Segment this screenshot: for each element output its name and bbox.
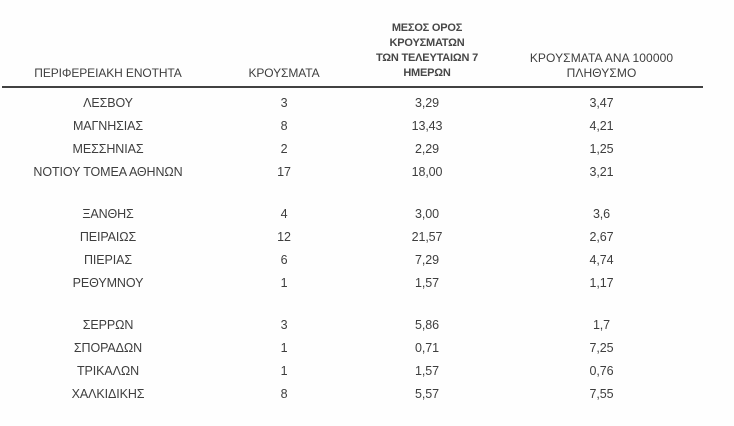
region-cell: ΡΕΘΥΜΝΟΥ bbox=[72, 276, 144, 290]
row-group bbox=[2, 92, 703, 184]
table-row bbox=[2, 272, 703, 295]
table-header-row bbox=[2, 0, 703, 88]
per-100k-cell: 1,17 bbox=[589, 276, 614, 290]
cases-cell: 8 bbox=[280, 119, 288, 133]
cases-cell: 1 bbox=[280, 276, 288, 290]
region-cell: ΛΕΣΒΟΥ bbox=[83, 96, 133, 110]
row-group bbox=[2, 203, 703, 295]
per-100k-cell: 7,55 bbox=[589, 387, 614, 401]
table-row bbox=[2, 115, 703, 138]
per-100k-cell: 3,21 bbox=[589, 165, 614, 179]
per-100k-cell: 1,7 bbox=[592, 318, 611, 332]
per-100k-cell: 3,47 bbox=[589, 96, 614, 110]
cases-cell: 17 bbox=[277, 165, 291, 179]
avg-7day-cell: 3,00 bbox=[415, 207, 439, 221]
cases-cell: 1 bbox=[280, 341, 288, 355]
region-cell: ΞΑΝΘΗΣ bbox=[82, 207, 134, 221]
per-100k-cell: 4,74 bbox=[589, 253, 614, 267]
avg-7day-cell: 2,29 bbox=[415, 142, 439, 156]
avg-7day-cell: 5,57 bbox=[415, 387, 439, 401]
region-cell: ΧΑΛΚΙΔΙΚΗΣ bbox=[71, 387, 145, 401]
avg-7day-cell: 7,29 bbox=[415, 253, 439, 267]
table-row bbox=[2, 138, 703, 161]
header-avg-7day bbox=[354, 21, 500, 81]
header-region-label: ΠΕΡΙΦΕΡΕΙΑΚΗ ΕΝΟΤΗΤΑ bbox=[34, 66, 182, 80]
table-row bbox=[2, 314, 703, 337]
avg-7day-cell: 21,57 bbox=[411, 230, 443, 244]
header-cases bbox=[214, 66, 354, 81]
header-per-100k-line2: ΠΛΗΘΥΣΜΟ bbox=[566, 66, 637, 80]
region-cell: ΣΠΟΡΑΔΩΝ bbox=[73, 341, 143, 355]
cases-cell: 8 bbox=[280, 387, 288, 401]
table-row bbox=[2, 226, 703, 249]
cases-cell: 2 bbox=[280, 142, 288, 156]
table-row bbox=[2, 360, 703, 383]
region-cell: ΤΡΙΚΑΛΩΝ bbox=[76, 364, 140, 378]
avg-7day-cell: 1,57 bbox=[415, 276, 439, 290]
header-avg-7day-line2: ΤΩΝ ΤΕΛΕΥΤΑΙΩΝ 7 ΗΜΕΡΩΝ bbox=[375, 52, 479, 79]
region-cell: ΠΙΕΡΙΑΣ bbox=[83, 253, 132, 267]
per-100k-cell: 2,67 bbox=[589, 230, 614, 244]
cases-cell: 3 bbox=[280, 318, 288, 332]
cases-cell: 4 bbox=[280, 207, 288, 221]
per-100k-cell: 4,21 bbox=[589, 119, 614, 133]
region-cell: ΣΕΡΡΩΝ bbox=[82, 318, 134, 332]
row-group bbox=[2, 314, 703, 406]
header-region bbox=[2, 66, 214, 81]
per-100k-cell: 1,25 bbox=[589, 142, 614, 156]
table-row bbox=[2, 383, 703, 406]
avg-7day-cell: 1,57 bbox=[415, 364, 439, 378]
avg-7day-cell: 3,29 bbox=[415, 96, 439, 110]
header-cases-label: ΚΡΟΥΣΜΑΤΑ bbox=[248, 66, 320, 80]
table-row bbox=[2, 337, 703, 360]
per-100k-cell: 7,25 bbox=[589, 341, 614, 355]
table-row bbox=[2, 249, 703, 272]
cases-cell: 12 bbox=[277, 230, 291, 244]
cases-cell: 6 bbox=[280, 253, 288, 267]
header-per-100k-line1: ΚΡΟΥΣΜΑΤΑ ΑΝΑ 100000 bbox=[529, 51, 674, 65]
avg-7day-cell: 0,71 bbox=[415, 341, 439, 355]
header-per-100k bbox=[500, 51, 703, 81]
cases-cell: 3 bbox=[280, 96, 288, 110]
table-row bbox=[2, 92, 703, 115]
region-cell: ΝΟΤΙΟΥ ΤΟΜΕΑ ΑΘΗΝΩΝ bbox=[33, 165, 183, 179]
cases-cell: 1 bbox=[280, 364, 288, 378]
regional-cases-table bbox=[2, 0, 703, 406]
region-cell: ΜΕΣΣΗΝΙΑΣ bbox=[72, 142, 144, 156]
avg-7day-cell: 5,86 bbox=[415, 318, 439, 332]
avg-7day-cell: 18,00 bbox=[411, 165, 443, 179]
table-row bbox=[2, 203, 703, 226]
avg-7day-cell: 13,43 bbox=[411, 119, 443, 133]
region-cell: ΜΑΓΝΗΣΙΑΣ bbox=[72, 119, 144, 133]
table-row bbox=[2, 161, 703, 184]
per-100k-cell: 3,6 bbox=[592, 207, 611, 221]
per-100k-cell: 0,76 bbox=[589, 364, 614, 378]
table-body bbox=[2, 88, 703, 406]
header-avg-7day-line1: ΜΕΣΟΣ ΟΡΟΣ ΚΡΟΥΣΜΑΤΩΝ bbox=[389, 22, 465, 49]
region-cell: ΠΕΙΡΑΙΩΣ bbox=[79, 230, 137, 244]
